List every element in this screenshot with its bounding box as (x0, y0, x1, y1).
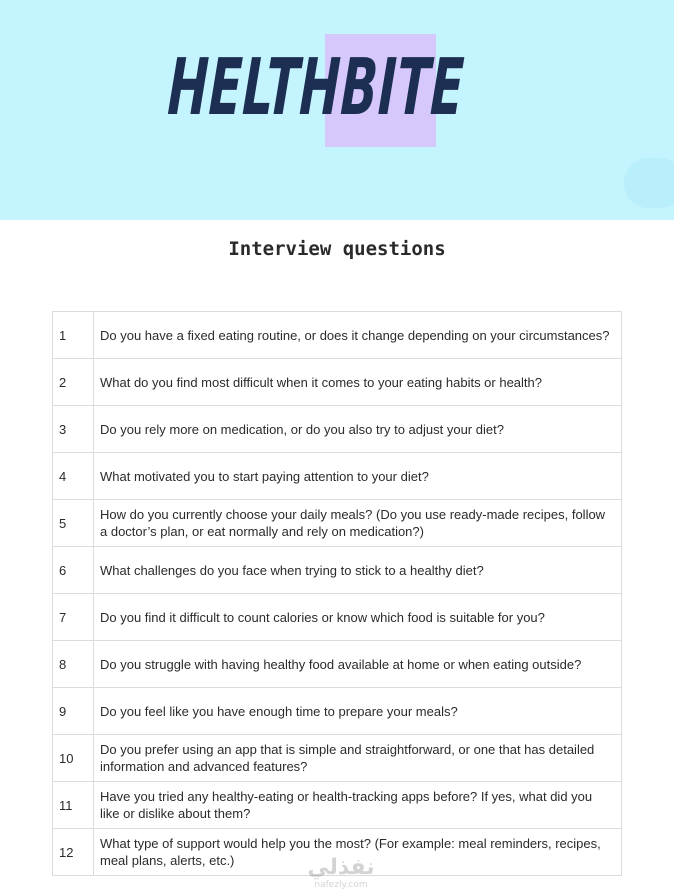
question-number: 6 (53, 547, 94, 594)
watermark-sub: nafezly.com (314, 880, 368, 890)
logo-text: HELTHBITE (166, 43, 467, 133)
question-text: Do you feel like you have enough time to prepare your meals? (94, 688, 622, 735)
question-text: What do you find most difficult when it comes to your eating habits or health? (94, 359, 622, 406)
question-number: 4 (53, 453, 94, 500)
watermark (296, 856, 386, 896)
question-text: Do you prefer using an app that is simple and straightforward, or one that has detailed information and advanced features? (94, 735, 622, 782)
watermark-main: نفذلي (307, 855, 375, 880)
question-text: Do you rely more on medication, or do you also try to adjust your diet? (94, 406, 622, 453)
table-row (53, 782, 622, 829)
table-row (53, 312, 622, 359)
question-number: 9 (53, 688, 94, 735)
question-number: 10 (53, 735, 94, 782)
question-number: 3 (53, 406, 94, 453)
table-row (53, 500, 622, 547)
question-text: What challenges do you face when trying to stick to a healthy diet? (94, 547, 622, 594)
question-number: 8 (53, 641, 94, 688)
question-text: What motivated you to start paying attention to your diet? (94, 453, 622, 500)
question-number: 11 (53, 782, 94, 829)
question-text: How do you currently choose your daily meals? (Do you use ready-made recipes, follow a doctor’s plan, or eat normally and rely on medication?) (94, 500, 622, 547)
question-number: 12 (53, 829, 94, 876)
questions-table (52, 311, 622, 876)
question-number: 7 (53, 594, 94, 641)
question-text: Do you have a fixed eating routine, or does it change depending on your circumstances? (94, 312, 622, 359)
question-text: What type of support would help you the most? (For example: meal reminders, recipes, meal plans, alerts, etc.) (94, 829, 622, 876)
brand-logo (166, 34, 467, 147)
table-row (53, 688, 622, 735)
table-row (53, 359, 622, 406)
question-text: Do you struggle with having healthy food available at home or when eating outside? (94, 641, 622, 688)
table-row (53, 594, 622, 641)
question-text: Have you tried any healthy-eating or health-tracking apps before? If yes, what did you like or dislike about them? (94, 782, 622, 829)
header-banner (0, 0, 674, 220)
question-number: 5 (53, 500, 94, 547)
table-row (53, 453, 622, 500)
table-row (53, 735, 622, 782)
table-row (53, 641, 622, 688)
table-row (53, 547, 622, 594)
page-title: Interview questions (228, 238, 446, 260)
table-row (53, 406, 622, 453)
decorative-blob (624, 158, 674, 208)
question-number: 2 (53, 359, 94, 406)
question-text: Do you find it difficult to count calories or know which food is suitable for you? (94, 594, 622, 641)
question-number: 1 (53, 312, 94, 359)
